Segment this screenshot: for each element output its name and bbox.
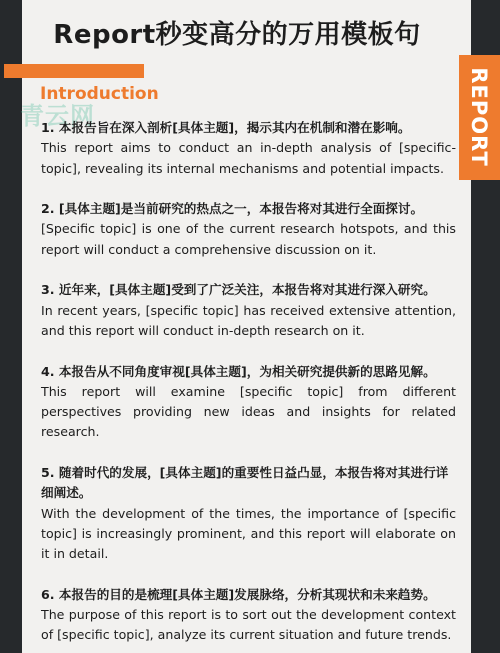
chinese-sentence: 4. 本报告从不同角度审视[具体主题]，为相关研究提供新的思路见解。 xyxy=(41,363,436,379)
side-tab-label: REPORT xyxy=(467,67,491,167)
list-item xyxy=(41,118,456,179)
page-title: Report秒变高分的万用模板句 xyxy=(53,20,421,50)
chinese-sentence: 5. 随着时代的发展，[具体主题]的重要性日益凸显，本报告将对其进行详细阐述。 xyxy=(41,465,449,501)
section-heading: Introduction xyxy=(40,84,159,104)
english-sentence: In recent years, [specific topic] has received extensive attention, and this report will conduct in-depth research on it. xyxy=(41,302,456,338)
list-item xyxy=(41,362,456,443)
chinese-sentence: 1. 本报告旨在深入剖析[具体主题]，揭示其内在机制和潜在影响。 xyxy=(41,120,411,135)
sentence-list xyxy=(41,118,456,653)
side-tab xyxy=(459,55,500,180)
chinese-sentence: 6. 本报告的目的是梳理[具体主题]发展脉络，分析其现状和未来趋势。 xyxy=(41,586,436,602)
chinese-sentence: 2. [具体主题]是当前研究的热点之一，本报告将对其进行全面探讨。 xyxy=(41,201,424,217)
chinese-sentence: 3. 近年来，[具体主题]受到了广泛关注，本报告将对其进行深入研究。 xyxy=(41,282,436,298)
watermark: 青云网 xyxy=(20,102,95,130)
list-item xyxy=(41,585,456,646)
list-item xyxy=(41,463,456,564)
english-sentence: This report will examine [specific topic] from different perspectives providing new ideas and insights for related research. xyxy=(41,383,456,440)
list-item xyxy=(41,280,456,341)
list-item xyxy=(41,199,456,260)
english-sentence: This report aims to conduct an in-depth analysis of [specific-topic], revealing its internal mechanisms and potential impacts. xyxy=(41,140,456,176)
english-sentence: The purpose of this report is to sort out the development context of [specific topic], analyze its current situation and future trends. xyxy=(41,607,456,643)
english-sentence: With the development of the times, the importance of [specific topic] is increasingly prominent, and this report will elaborate on it in detail. xyxy=(41,505,456,562)
accent-bar xyxy=(4,64,144,78)
english-sentence: [Specific topic] is one of the current research hotspots, and this report will conduct a comprehensive discussion on it. xyxy=(41,221,456,257)
